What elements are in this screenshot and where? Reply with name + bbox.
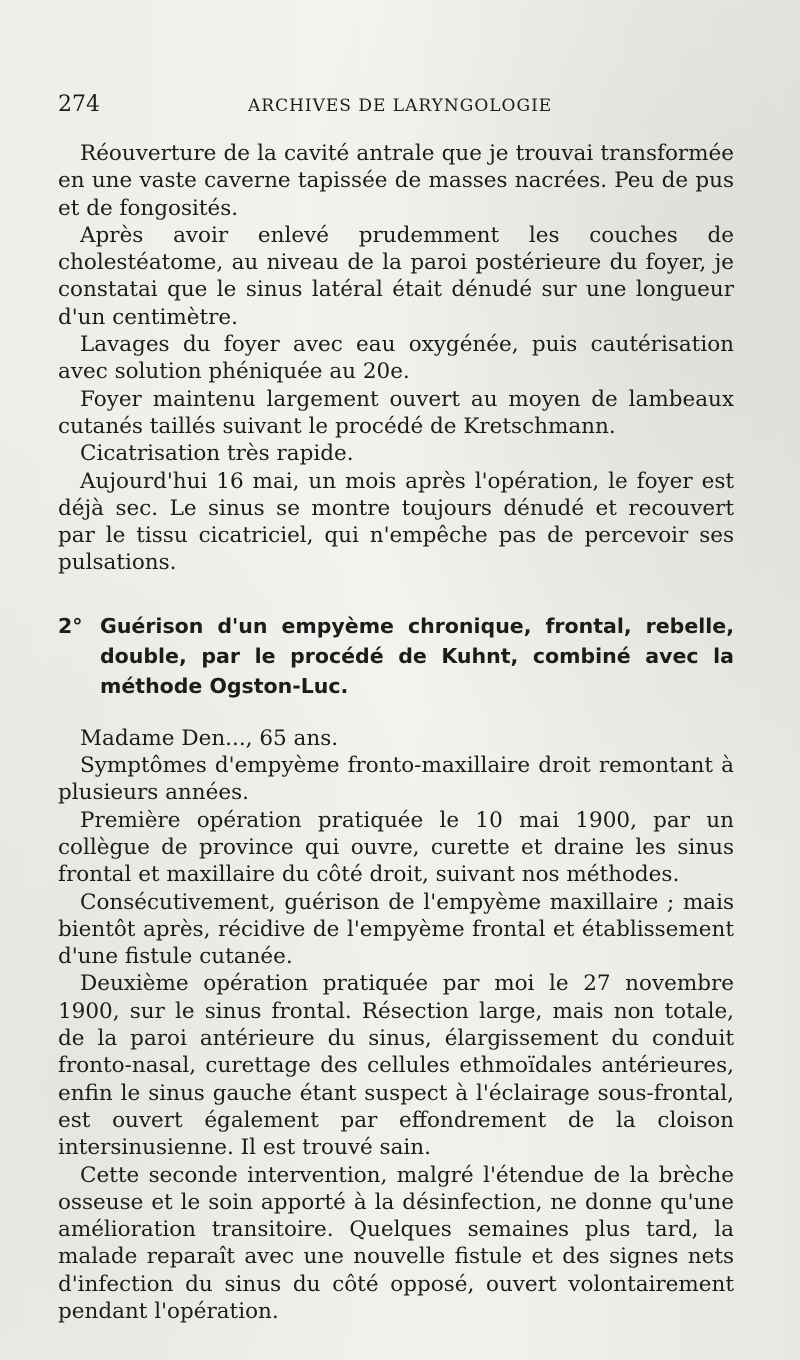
page-number: 274	[58, 92, 100, 117]
paragraph: Cicatrisation très rapide.	[80, 441, 354, 467]
running-title: ARCHIVES DE LARYNGOLOGIE	[248, 96, 553, 116]
paragraph: Symptômes d'empyème fronto-maxillaire droit remontant à plusieurs années.	[58, 753, 734, 806]
paragraph: Première opération pratiquée le 10 mai 1900, par un collègue de province qui ouvre, curette et draine les sinus frontal et maxillaire du côté droit, suivant nos méthodes.	[58, 807, 734, 888]
paragraph: Réouverture de la cavité antrale que je trouvai transformée en une vaste caverne tapissée de masses nacrées. Peu de pus et de fongosités.	[58, 141, 734, 221]
paragraph: Madame Den..., 65 ans.	[80, 725, 339, 751]
section-heading	[58, 611, 734, 701]
paragraph: Aujourd'hui 16 mai, un mois après l'opération, le foyer est déjà sec. Le sinus se montre toujours dénudé et recouvert par le tissu cicatriciel, qui n'empêche pas de percevoir ses pulsations.	[58, 468, 734, 576]
section-number: 2°	[58, 613, 83, 638]
body-text	[58, 140, 734, 1325]
paragraph: Deuxième opération pratiquée par moi le 27 novembre 1900, sur le sinus frontal. Résection large, mais non totale, de la paroi antérieure du sinus, élargissement du conduit fronto-nasal, curettage des cellules ethmoïdales antérieures, enfin le sinus gauche étant suspect à l'éclairage sous-frontal, est ouvert également par effondrement de la cloison intersinusienne. Il est trouvé sain.	[58, 971, 734, 1161]
section-title: Guérison d'un empyème chronique, frontal, rebelle, double, par le procédé de Kuhnt, combiné avec la méthode Ogston-Luc.	[100, 613, 734, 698]
page-header	[58, 92, 734, 122]
paragraph: Après avoir enlevé prudemment les couches de cholestéatome, au niveau de la paroi postérieure du foyer, je constatai que le sinus latéral était dénudé sur une longueur d'un centimètre.	[58, 222, 734, 330]
paragraph: Consécutivement, guérison de l'empyème maxillaire ; mais bientôt après, récidive de l'empyème frontal et établissement d'une fistule cutanée.	[58, 889, 734, 970]
paragraph: Lavages du foyer avec eau oxygénée, puis cautérisation avec solution phéniquée au 20e.	[58, 332, 734, 385]
paragraph: Cette seconde intervention, malgré l'étendue de la brèche osseuse et le soin apporté à la désinfection, ne donne qu'une amélioration transitoire. Quelques semaines plus tard, la malade reparaît avec une nouvelle fistule et des signes nets d'infection du sinus du côté opposé, ouvert volontairement pendant l'opération.	[58, 1162, 734, 1324]
paragraph: Foyer maintenu largement ouvert au moyen de lambeaux cutanés taillés suivant le procédé de Kretschmann.	[58, 386, 734, 439]
